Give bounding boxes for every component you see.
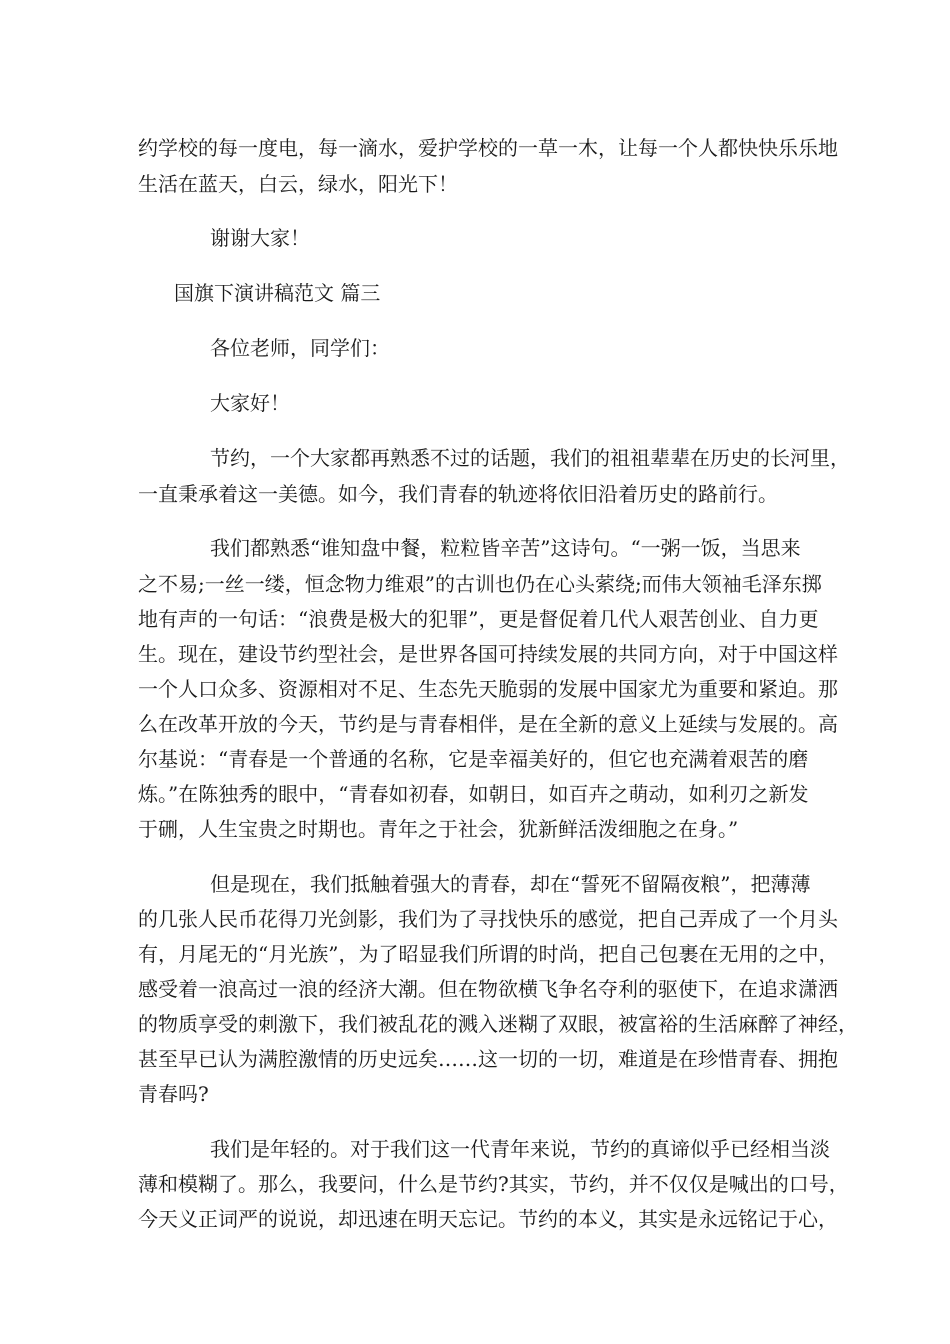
text-line: 我们是年轻的。对于我们这一代青年来说，节约的真谛似乎已经相当淡 <box>210 1137 830 1161</box>
text-line: 一个人口众多、资源相对不足、生态先天脆弱的发展中国家尤为重要和紧迫。那 <box>138 677 838 701</box>
text-line: 薄和模糊了。那么，我要问，什么是节约?其实，节约，并不仅仅是喊出的口号， <box>138 1172 849 1196</box>
text-line: 但是现在，我们抵触着强大的青春，却在“誓死不留隔夜粮”，把薄薄 <box>210 872 811 896</box>
text-line: 节约，一个大家都再熟悉不过的话题，我们的祖祖辈辈在历史的长河里， <box>210 446 850 470</box>
salutation: 各位老师，同学们： <box>210 336 390 360</box>
greeting: 大家好！ <box>210 391 290 415</box>
text-line: 的几张人民币花得刀光剑影，我们为了寻找快乐的感觉，把自己弄成了一个月头 <box>138 907 838 931</box>
closing-line: 谢谢大家！ <box>210 226 310 250</box>
text-line: 今天义正词严的说说，却迅速在明天忘记。节约的本义，其实是永远铭记于心， <box>138 1207 838 1231</box>
text-line: 么在改革开放的今天，节约是与青春相伴，是在全新的意义上延续与发展的。高 <box>138 712 838 736</box>
text-line: 生活在蓝天，白云，绿水，阳光下！ <box>138 172 458 196</box>
text-line: 感受着一浪高过一浪的经济大潮。但在物欲横飞争名夺利的驱使下，在追求潇洒 <box>138 977 838 1001</box>
text-line: 青春吗? <box>138 1082 209 1106</box>
text-line: 炼。”在陈独秀的眼中，“青春如初春，如朝日，如百卉之萌动，如利刃之新发 <box>138 782 809 806</box>
text-line: 生。现在，建设节约型社会，是世界各国可持续发展的共同方向，对于中国这样 <box>138 642 838 666</box>
text-line: 我们都熟悉“谁知盘中餐，粒粒皆辛苦”这诗句。“一粥一饭，当思来 <box>210 536 801 560</box>
text-line: 地有声的一句话：“浪费是极大的犯罪”，更是督促着几代人艰苦创业、自力更 <box>138 607 819 631</box>
section-heading: 国旗下演讲稿范文 篇三 <box>174 281 381 305</box>
text-line: 甚至早已认为满腔激情的历史远矣……这一切的一切，难道是在珍惜青春、拥抱 <box>138 1047 838 1071</box>
text-line: 之不易;一丝一缕，恒念物力维艰”的古训也仍在心头萦绕;而伟大领袖毛泽东掷 <box>138 572 822 596</box>
text-line: 有，月尾无的“月光族”，为了昭显我们所谓的时尚，把自己包裹在无用的之中， <box>138 942 839 966</box>
text-line: 于硎，人生宝贵之时期也。青年之于社会，犹新鲜活泼细胞之在身。” <box>138 817 739 841</box>
text-line: 的物质享受的刺激下，我们被乱花的溅入迷糊了双眼，被富裕的生活麻醉了神经， <box>138 1012 858 1036</box>
text-line: 约学校的每一度电，每一滴水，爱护学校的一草一木，让每一个人都快快乐乐地 <box>138 136 838 160</box>
text-line: 一直秉承着这一美德。如今，我们青春的轨迹将依旧沿着历史的路前行。 <box>138 482 778 506</box>
text-line: 尔基说：“青春是一个普通的名称，它是幸福美好的，但它也充满着艰苦的磨 <box>138 747 809 771</box>
